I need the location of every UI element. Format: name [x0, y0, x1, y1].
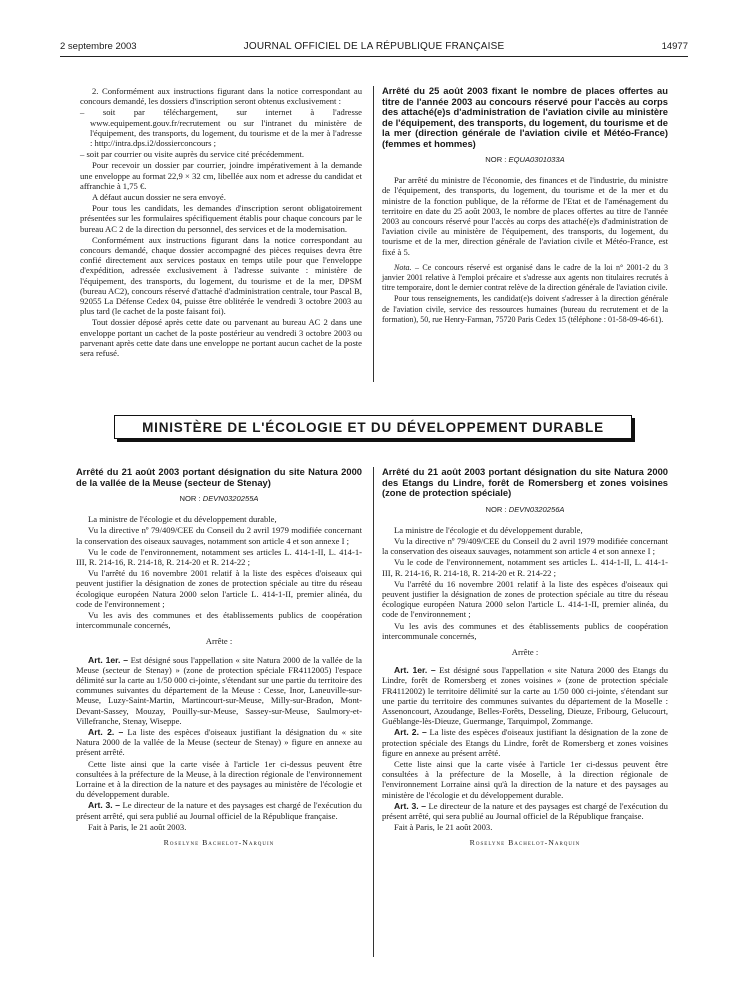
nota-text: – Ce concours réservé est organisé dans le cadre de la loi n° 2001-2 du 3 janvier 2001 relative à l'emploi précaire et s'adresse aux agents non titulaires recrutés à titre temporaire, dont le dernier contrat relève de la direction générale de l'aviation civile.: [382, 262, 668, 293]
paragraph: Vu les avis des communes et des établissements publics de coopération intercommunale concernés,: [382, 620, 668, 641]
signature-place-date: Fait à Paris, le 21 août 2003.: [394, 822, 493, 833]
article-1: [76, 655, 362, 726]
article-3: [382, 801, 668, 821]
article-1: [382, 665, 668, 726]
nor-reference: [382, 155, 668, 165]
paragraph: Vu les avis des communes et des établissements publics de coopération intercommunale concernés,: [76, 610, 362, 631]
paragraph: Vu la directive nº 79/409/CEE du Conseil du 2 avril 1979 modifiée concernant la conservation des oiseaux sauvages, notamment son article 4 et son annexe I ;: [76, 525, 362, 546]
nor-code: EQUA0301033A: [508, 155, 565, 164]
article-text: Est désigné sous l'appellation « site Natura 2000 des Etangs du Lindre, forêt de Romersberg et zones voisines » (zone de protection spéciale FR4112002) le territoire délimité sur la carte au 1/50 000 ci-jointe, s'étendant sur une partie du territoire des communes suivantes du département de la Moselle : Assenoncourt, Azoudange, Belles-Forêts, Desseling, Dieuze, Fribourg, Gelucourt, Guéblange-lès-Dieuze, Guermange, Tarquimpol, Zommange.: [382, 665, 668, 727]
signature: Roselyne Bachelot-Narquin: [163, 838, 275, 848]
journal-title: JOURNAL OFFICIEL DE LA RÉPUBLIQUE FRANÇAISE: [243, 41, 505, 52]
paragraph: – soit par courrier ou visite auprès du service cité précédemment.: [80, 149, 305, 160]
decree-title: Arrêté du 21 août 2003 portant désignation du site Natura 2000 des Etangs du Lindre, forêt de Romersberg et zones voisines (zone de protection spéciale): [382, 466, 668, 498]
bottom-left-column: [76, 467, 362, 848]
paragraph: Vu l'arrêté du 16 novembre 2001 relatif à la liste des espèces d'oiseaux qui peuvent justifier la désignation de zones de protection spéciale au titre du réseau écologique européen Natura 2000 selon l'article L. 414-1-II, premier alinéa, du code de l'environnement ;: [76, 568, 362, 609]
header-rule: [60, 56, 688, 57]
column-separator: [373, 86, 374, 382]
article-label: Art. 3. –: [88, 800, 121, 811]
paragraph: Vu le code de l'environnement, notamment ses articles L. 414-1-II, L. 414-1-III, R. 214-16, R. 214-18, R. 214-20 et R. 214-22 ;: [76, 546, 362, 568]
nota-paragraph: [382, 263, 668, 294]
paragraph: Pour tous renseignements, les candidat(e)s doivent s'adresser à la direction générale de l'aviation civile, service des ressources humaines (bureau du recrutement et de la formation), 50, rue Henry-Farman, 75720 Paris Cedex 15 (téléphone : 01-58-09-46-61).: [382, 294, 668, 324]
paragraph: Conformément aux instructions figurant dans la notice correspondant au concours demandé, chaque dossier accompagné des pièces requises devra être confié directement aux services postaux en temps utile pour que l'enveloppe d'expédition, adressée exclusivement à l'adresse suivante : ministère de l'équipement, des transports, du logement, du tourisme et de la mer, DPSM (bureau AC2), concours réservé d'attaché d'administration centrale, tour Pascal B, 92055 La Défense Cedex 04, puisse être oblitérée le vendredi 3 octobre 2003 au plus tard (le cachet de la poste faisant foi).: [80, 234, 362, 317]
paragraph: 2. Conformément aux instructions figurant dans la notice correspondant au concours demandé, les dossiers d'inscription seront obtenus exclusivement :: [80, 86, 362, 107]
article-3: [76, 800, 362, 820]
nor-label: NOR :: [485, 155, 507, 164]
nor-reference: [382, 505, 668, 515]
paragraph: Vu l'arrêté du 16 novembre 2001 relatif à la liste des espèces d'oiseaux qui peuvent justifier la désignation de zones de protection spéciale au titre du réseau écologique européen Natura 2000 selon l'article L. 414-1-II, premier alinéa, du code de l'environnement ;: [382, 578, 668, 620]
paragraph: Tout dossier déposé après cette date ou parvenant au bureau AC 2 dans une enveloppe portant un cachet de la poste postérieur au vendredi 3 octobre 2003 ou parvenant après cette date dans une enveloppe ne portant aucun cachet de la poste sera refusé.: [80, 317, 362, 359]
paragraph: Vu le code de l'environnement, notamment ses articles L. 414-1-II, L. 414-1-III, R. 214-16, R. 214-18, R. 214-20 et R. 214-22 ;: [382, 557, 668, 578]
arrete-heading: Arrête :: [205, 636, 233, 647]
page-header: [60, 41, 688, 55]
page-number: 14977: [661, 41, 688, 52]
article-text: Le directeur de la nature et des paysages est chargé de l'exécution du présent arrêté, qui sera publié au Journal officiel de la République française.: [382, 800, 668, 821]
paragraph: Cette liste ainsi que la carte visée à l'article 1er ci-dessus peuvent être consultées à la préfecture de la Meuse, à la direction régionale de l'environnement Lorraine et à la direction de la nature et des paysages au ministère de l'écologie et du développement durable.: [76, 758, 362, 800]
paragraph: – soit par téléchargement, sur internet à l'adresse www.equipement.gouv.fr/recrutement ou sur l'intranet du ministère de l'équipement, des transports, du logement, du tourisme et de la mer à l'adresse : http://intra.dps.i2/dossierconcours ;: [80, 107, 362, 149]
paragraph: La ministre de l'écologie et du développement durable,: [88, 514, 277, 525]
nor-reference: [76, 494, 362, 504]
decree-title: Arrêté du 25 août 2003 fixant le nombre de places offertes au titre de l'année 2003 au concours réservé pour l'accès au corps des attaché(e)s d'administration de l'aviation civile au ministère de l'équipement, des transports, du logement, du tourisme et de la mer (direction générale de l'aviation civile et Météo-France) (femmes et hommes): [382, 85, 668, 149]
paragraph: Vu la directive nº 79/409/CEE du Conseil du 2 avril 1979 modifiée concernant la conservation des oiseaux sauvages, notamment son article 4 et son annexe I ;: [382, 535, 668, 557]
issue-date: 2 septembre 2003: [60, 41, 137, 52]
article-label: Art. 2. –: [394, 727, 427, 738]
bottom-right-column: [382, 467, 668, 849]
article-2: [76, 727, 362, 758]
nor-label: NOR :: [179, 494, 201, 503]
paragraph: Pour recevoir un dossier par courrier, joindre impérativement à la demande une enveloppe au format 22,9 × 32 cm, libellée aux nom et adresse du candidat et affranchie à 1,75 €.: [80, 160, 362, 191]
article-label: Art. 2. –: [88, 727, 124, 738]
nor-code: DEVN0320255A: [202, 494, 259, 503]
paragraph: Par arrêté du ministre de l'économie, des finances et de l'industrie, du ministre de l'équipement, des transports, du logement, du tourisme et de la mer et du ministre de la fonction publique, de la réforme de l'Etat et de l'aménagement du territoire en date du 25 août 2003, le nombre de places offertes au titre de l'année 2003 au concours réservé pour l'accès au corps des attaché(e)s d'administration de l'aviation civile au ministère de l'équipement, des transports, du logement, du tourisme et de la mer, direction générale de l'aviation civile et Météo-France, est fixé à 5.: [382, 175, 668, 257]
signature: Roselyne Bachelot-Narquin: [469, 838, 581, 848]
nota-label: Nota.: [394, 262, 412, 272]
nor-code: DEVN0320256A: [508, 504, 565, 514]
top-right-column: [382, 86, 668, 326]
article-label: Art. 3. –: [394, 800, 427, 811]
paragraph: Pour tous les candidats, les demandes d'inscription seront obligatoirement présentées sur les formulaires spécifiquement établis pour chaque concours par le bureau AC 2 de la direction du personnel, des services et de la modernisation.: [80, 203, 362, 234]
article-text: La liste des espèces d'oiseaux justifiant la désignation du « site Natura 2000 de la vallée de la Meuse (secteur de Stenay) » figure en annexe au présent arrêté.: [76, 727, 362, 758]
paragraph: Cette liste ainsi que la carte visée à l'article 1er ci-dessus peuvent être consultées à la préfecture de la Moselle, à la direction régionale de l'environnement Lorraine ainsi qu'à la direction de la nature et des paysages au ministère de l'écologie et du développement durable.: [382, 758, 668, 800]
top-left-column: [80, 86, 362, 359]
column-separator: [373, 467, 374, 957]
nor-label: NOR :: [485, 504, 507, 514]
article-2: [382, 727, 668, 758]
paragraph: A défaut aucun dossier ne sera envoyé.: [92, 192, 226, 203]
article-label: Art. 1er. –: [88, 654, 129, 665]
article-label: Art. 1er. –: [394, 665, 436, 676]
article-text: Est désigné sous l'appellation « site Natura 2000 de la vallée de la Meuse (secteur de Stenay) » (zone de protection spéciale FR4112005) l'espace délimité sur la carte au 1/50 000 ci-jointe, s'étendant sur une partie du territoire des communes suivantes du département de la Meuse : Cesse, Inor, Laneuville-sur-Meuse, Luzy-Saint-Martin, Martincourt-sur-Meuse, Milly-sur-Bradon, Mont-Devant-Sassey, Mouzay, Pouilly-sur-Meuse, Sassey-sur-Meuse, Saulmory-et-Villefranche, Stenay, Wiseppe.: [76, 654, 362, 726]
article-text: Le directeur de la nature et des paysages est chargé de l'exécution du présent arrêté, qui sera publié au Journal officiel de la République française.: [76, 800, 362, 821]
signature-place-date: Fait à Paris, le 21 août 2003.: [88, 821, 187, 832]
ministry-banner: MINISTÈRE DE L'ÉCOLOGIE ET DU DÉVELOPPEMENT DURABLE: [114, 415, 632, 439]
article-text: La liste des espèces d'oiseaux justifiant la désignation de la zone de protection spéciale des Etangs du Lindre, forêt de Romersberg et zones voisines figure en annexe au présent arrêté.: [382, 727, 668, 758]
paragraph: La ministre de l'écologie et du développement durable,: [394, 524, 583, 535]
decree-title: Arrêté du 21 août 2003 portant désignation du site Natura 2000 de la vallée de la Meuse (secteur de Stenay): [76, 466, 362, 488]
arrete-heading: Arrête :: [511, 646, 539, 657]
